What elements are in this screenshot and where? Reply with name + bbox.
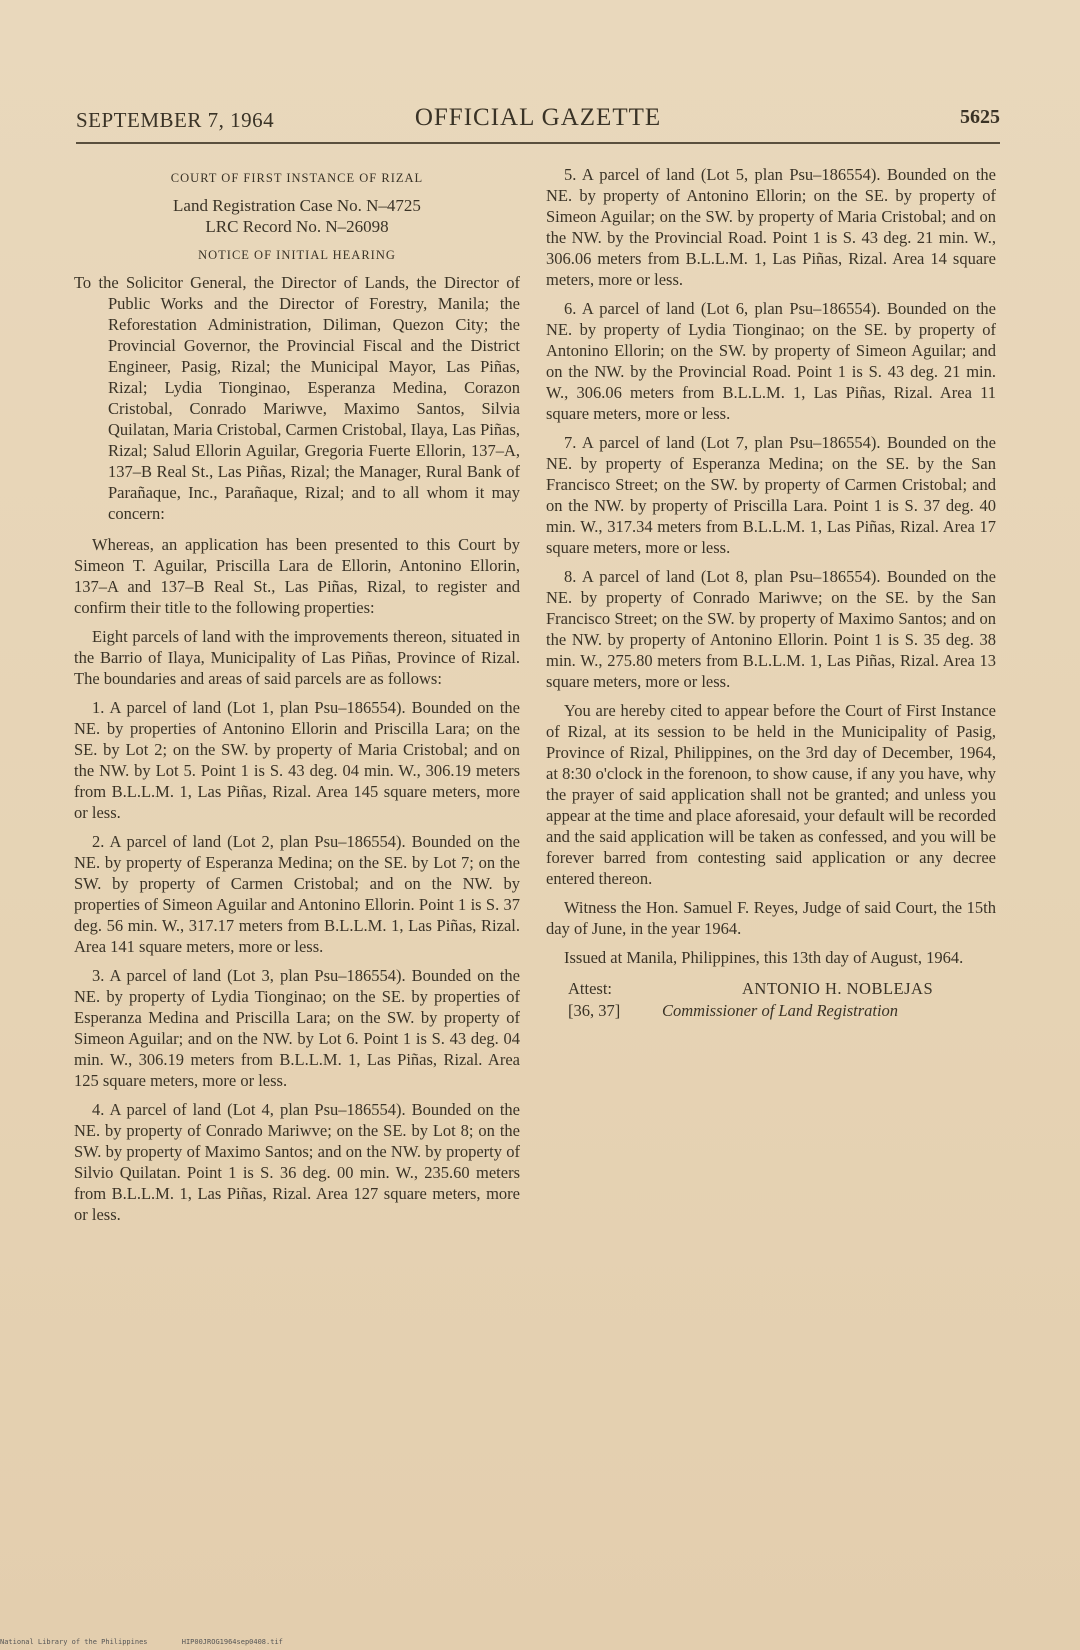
header-page-number: 5625 bbox=[960, 106, 1000, 128]
case-number: Land Registration Case No. N–4725 bbox=[173, 196, 421, 215]
parcel-1: 1. A parcel of land (Lot 1, plan Psu–186554). Bounded on the NE. by properties of Antonino Ellorin and Priscilla Lara; on the SE. by Lot 2; on the SW. by property of Maria Cristobal; and on the NW. by Lot 5. Point 1 is S. 43 deg. 04 min. W., 306.19 meters from B.L.L.M. 1, Las Piñas, Rizal. Area 145 square meters, more or less. bbox=[74, 698, 520, 822]
signature-block bbox=[546, 978, 996, 1022]
header-date: SEPTEMBER 7, 1964 bbox=[76, 108, 275, 132]
parcel-5: 5. A parcel of land (Lot 5, plan Psu–186554). Bounded on the NE. by property of Antonino Ellorin; on the SE. by property of Simeon Aguilar; on the SW. by property of Maria Cristobal; and on the NW. by the Provincial Road. Point 1 is S. 43 deg. 21 min. W., 306.06 meters from B.L.L.M. 1, Las Piñas, Rizal. Area 14 square meters, more or less. bbox=[546, 165, 996, 289]
page-header bbox=[76, 104, 1000, 140]
attest-label: Attest: bbox=[568, 979, 612, 998]
column-left bbox=[74, 164, 520, 1233]
header-rule bbox=[76, 142, 1000, 144]
parcels-intro: Eight parcels of land with the improvements thereon, situated in the Barrio of Ilaya, Municipality of Las Piñas, Province of Rizal. The boundaries and areas of said parcels are as follows: bbox=[74, 627, 520, 688]
column-right bbox=[546, 164, 996, 1022]
witness-paragraph: Witness the Hon. Samuel F. Reyes, Judge of said Court, the 15th day of June, in the year 1964. bbox=[546, 898, 996, 938]
parcel-6: 6. A parcel of land (Lot 6, plan Psu–186554). Bounded on the NE. by property of Lydia Tionginao; on the SE. by property of Antonino Ellorin; on the SW. by property of Simeon Aguilar; and on the NW. by the Provincial Road. Point 1 is S. 43 deg. 21 min. W., 306.06 meters from B.L.L.M. 1, Las Piñas, Rizal. Area 11 square meters, more or less. bbox=[546, 299, 996, 423]
whereas-paragraph: Whereas, an application has been presented to this Court by Simeon T. Aguilar, Priscilla Lara de Ellorin, Antonino Ellorin, 137–A and 137–B Real St., Las Piñas, Rizal, to register and confirm their title to the following properties: bbox=[74, 535, 520, 617]
footer-source: National Library of the Philippines bbox=[0, 1638, 148, 1646]
parcel-3: 3. A parcel of land (Lot 3, plan Psu–186554). Bounded on the NE. by property of Lydia Tionginao; on the SE. by properties of Esperanza Medina and Priscilla Lara; on the SW. by property of Simeon Aguilar; and on the NW. by Lot 6. Point 1 is S. 43 deg. 04 min. W., 306.19 meters from B.L.L.M. 1, Las Piñas, Rizal. Area 125 square meters, more or less. bbox=[74, 966, 520, 1090]
parcel-8: 8. A parcel of land (Lot 8, plan Psu–186554). Bounded on the NE. by property of Conrado Mariwve; on the SE. by the San Francisco Street; on the SW. by property of Maximo Santos; and on the NW. by property of Antonino Ellorin. Point 1 is S. 35 deg. 38 min. W., 275.80 meters from B.L.L.M. 1, Las Piñas, Rizal. Area 13 square meters, more or less. bbox=[546, 567, 996, 691]
signatory-name: ANTONIO H. NOBLEJAS bbox=[742, 979, 934, 998]
scan-footer bbox=[0, 1638, 313, 1646]
parcel-2: 2. A parcel of land (Lot 2, plan Psu–186554). Bounded on the NE. by property of Esperanza Medina; on the SE. by Lot 7; on the SW. by property of Carmen Cristobal; and on the NW. by properties of Simeon Aguilar and Antonino Ellorin. Point 1 is S. 37 deg. 56 min. W., 317.17 meters from B.L.L.M. 1, Las Piñas, Rizal. Area 141 square meters, more or less. bbox=[74, 832, 520, 956]
addressees: To the Solicitor General, the Director of Lands, the Director of Public Works and the Director of Forestry, Manila; the Reforestation Administration, Diliman, Quezon City; the Provincial Governor, the Provincial Fiscal and the District Engineer, Pasig, Rizal; the Municipal Mayor, Las Piñas, Rizal; Lydia Tionginao, Esperanza Medina, Corazon Cristobal, Conrado Mariwve, Maximo Santos, Silvia Quilatan, Maria Cristobal, Carmen Cristobal, Ilaya, Las Piñas, Rizal; Salud Ellorin Aguilar, Gregoria Fuerte Ellorin, 137–A, 137–B Real St., Las Piñas, Rizal; the Manager, Rural Bank of Parañaque, Inc., Parañaque, Rizal; and to all whom it may concern: bbox=[74, 273, 520, 523]
parcel-7: 7. A parcel of land (Lot 7, plan Psu–186554). Bounded on the NE. by property of Esperanza Medina; on the SE. by the San Francisco Street; on the SW. by property of Carmen Cristobal; and on the NW. by property of Priscilla Lara. Point 1 is S. 37 deg. 40 min. W., 317.34 meters from B.L.L.M. 1, Las Piñas, Rizal. Area 17 square meters, more or less. bbox=[546, 433, 996, 557]
court-name: COURT OF FIRST INSTANCE OF RIZAL bbox=[170, 171, 424, 185]
citation-paragraph: You are hereby cited to appear before the Court of First Instance of Rizal, at its session to be held in the Municipality of Pasig, Province of Rizal, Philippines, on the 3rd day of December, 1964, at 8:30 o'clock in the forenoon, to show cause, if any you have, why the prayer of said application shall not be granted; and unless you appear at the time and place aforesaid, your default will be recorded and the said application will be taken as confessed, and you will be forever barred from contesting said application or any decree entered thereon. bbox=[546, 701, 996, 888]
footer-file: HIP00JROG1964sep0408.tif bbox=[181, 1638, 283, 1646]
parcel-4: 4. A parcel of land (Lot 4, plan Psu–186554). Bounded on the NE. by property of Conrado Mariwve; on the SE. by Lot 8; on the SW. by property of Maximo Santos; and on the NW. by property of Silvio Quilatan. Point 1 is S. 36 deg. 00 min. W., 235.60 meters from B.L.L.M. 1, Las Piñas, Rizal. Area 127 square meters, more or less. bbox=[74, 1100, 520, 1224]
reference-numbers: [36, 37] bbox=[568, 1001, 621, 1020]
record-number: LRC Record No. N–26098 bbox=[205, 217, 389, 236]
notice-title: NOTICE OF INITIAL HEARING bbox=[198, 248, 396, 262]
signatory-title: Commissioner of Land Registration bbox=[662, 1001, 899, 1020]
header-title: OFFICIAL GAZETTE bbox=[414, 104, 662, 131]
issued-paragraph: Issued at Manila, Philippines, this 13th day of August, 1964. bbox=[564, 948, 964, 967]
